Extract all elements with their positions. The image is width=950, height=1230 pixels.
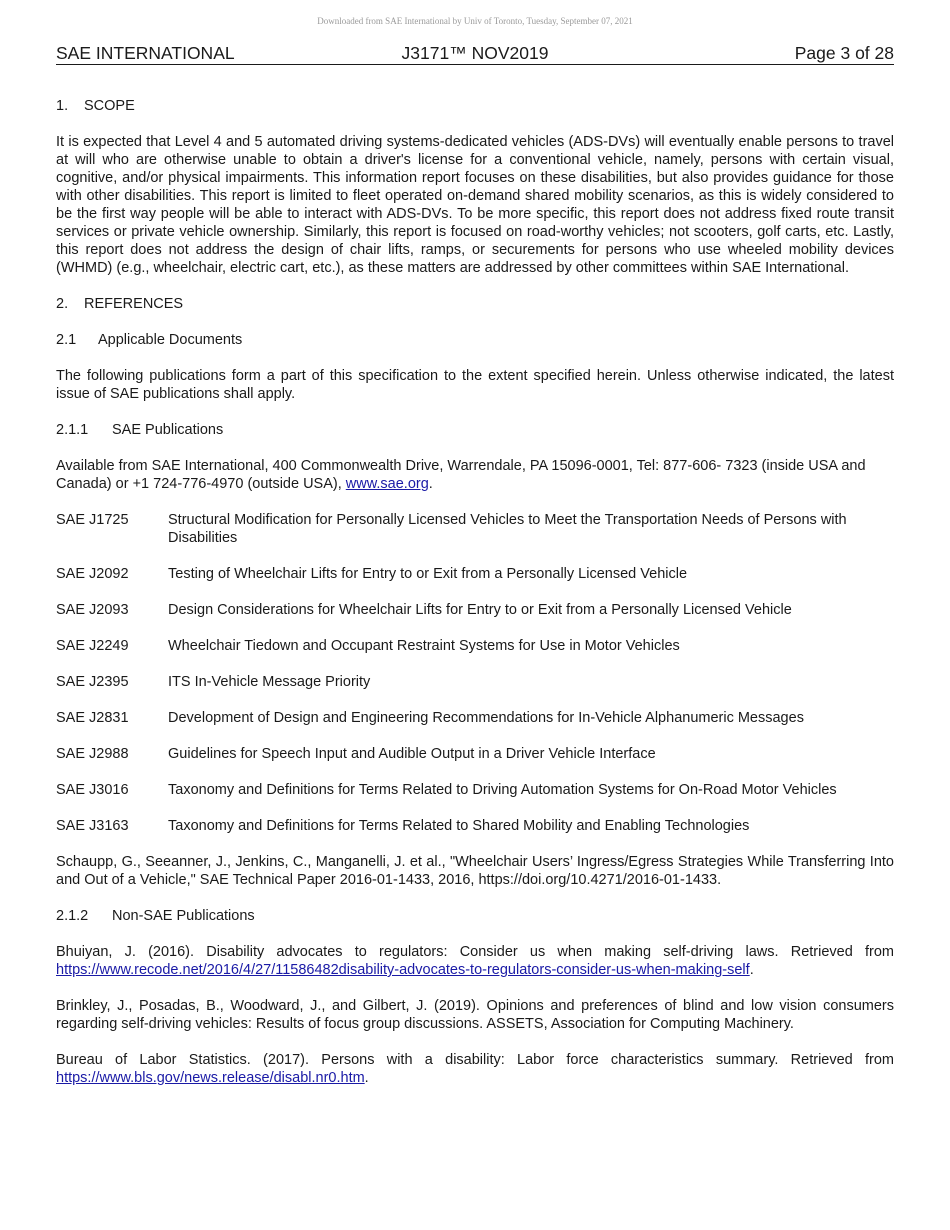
reference-code: SAE J2988 (56, 746, 129, 762)
section-title: SCOPE (84, 98, 135, 114)
publisher-name: SAE INTERNATIONAL (56, 43, 235, 63)
availability-paragraph (56, 457, 894, 493)
reference-item (56, 781, 894, 799)
download-note: Downloaded from SAE International by Univ of Toronto, Tuesday, September 07, 2021 (317, 16, 633, 26)
reference-code: SAE J1725 (56, 512, 129, 528)
reference-item (56, 511, 894, 547)
applicable-documents-paragraph: The following publications form a part of this specification to the extent specified herein. Unless otherwise indicated, the latest issue of SAE publications shall apply. (56, 368, 894, 402)
subsection-title: SAE Publications (112, 422, 224, 438)
section-heading-scope (56, 97, 894, 115)
reference-item (56, 673, 894, 691)
availability-text: Available from SAE International, 400 Commonwealth Drive, Warrendale, PA 15096-0001, Tel: 877-606- 7323 (inside USA and Canada) or +1 724-776-4970 (outside USA), (56, 458, 866, 492)
reference-title: ITS In-Vehicle Message Priority (168, 674, 371, 690)
reference-item (56, 709, 894, 727)
reference-code: SAE J3016 (56, 782, 129, 798)
reference-item (56, 601, 894, 619)
subsection-heading-applicable-documents (56, 331, 894, 349)
bhuiyan-end: . (749, 962, 754, 978)
subsection-title: Non-SAE Publications (112, 908, 255, 924)
reference-code: SAE J2831 (56, 710, 129, 726)
reference-item (56, 637, 894, 655)
reference-item (56, 745, 894, 763)
reference-title: Structural Modification for Personally Licensed Vehicles to Meet the Transportation Needs of Persons with Disabilities (168, 512, 847, 546)
document-id: J3171™ NOV2019 (401, 43, 549, 63)
section-number: 1. (56, 98, 69, 114)
subsection-heading-sae-publications (56, 421, 894, 439)
bls-reference (56, 1051, 894, 1087)
schaupp-reference: Schaupp, G., Seeanner, J., Jenkins, C., Manganelli, J. et al., "Wheelchair Users’ Ingress/Egress Strategies While Transferring Into and Out of a Vehicle," SAE Technical Paper 2016-01-1433, 2016, https://doi.org/10.4271/2016-01-1433. (56, 854, 894, 888)
subsection-number: 2.1.2 (56, 908, 89, 924)
page-header (56, 43, 894, 65)
bls-release-link[interactable]: https://www.bls.gov/news.release/disabl.nr0.htm (56, 1070, 365, 1086)
reference-item (56, 817, 894, 835)
section-number: 2. (56, 296, 69, 312)
section-heading-references (56, 295, 894, 313)
bhuiyan-text: Bhuiyan, J. (2016). Disability advocates to regulators: Consider us when making self-driving laws. Retrieved from (56, 944, 894, 960)
bhuiyan-reference (56, 943, 894, 979)
reference-code: SAE J2249 (56, 638, 129, 654)
subsection-title: Applicable Documents (98, 332, 243, 348)
reference-code: SAE J2395 (56, 674, 129, 690)
reference-title: Taxonomy and Definitions for Terms Related to Shared Mobility and Enabling Technologies (168, 818, 750, 834)
page-number: Page 3 of 28 (794, 43, 894, 63)
subsection-number: 2.1 (56, 332, 77, 348)
sae-website-link[interactable]: www.sae.org (345, 476, 429, 492)
reference-title: Design Considerations for Wheelchair Lifts for Entry to or Exit from a Personally Licensed Vehicle (168, 602, 792, 618)
sae-reference-list (56, 511, 894, 835)
subsection-heading-non-sae-publications (56, 907, 894, 925)
document-body (56, 97, 894, 1087)
reference-title: Testing of Wheelchair Lifts for Entry to or Exit from a Personally Licensed Vehicle (168, 566, 688, 582)
availability-end: . (428, 476, 433, 492)
reference-title: Wheelchair Tiedown and Occupant Restraint Systems for Use in Motor Vehicles (168, 638, 680, 654)
bls-end: . (364, 1070, 369, 1086)
reference-title: Development of Design and Engineering Recommendations for In-Vehicle Alphanumeric Messages (168, 710, 804, 726)
brinkley-reference: Brinkley, J., Posadas, B., Woodward, J., and Gilbert, J. (2019). Opinions and preferences of blind and low vision consumers regarding self-driving vehicles: Results of focus group discussions. ASSETS, Association for Computing Machinery. (56, 998, 894, 1032)
bls-text: Bureau of Labor Statistics. (2017). Persons with a disability: Labor force characteristics summary. Retrieved from (56, 1052, 894, 1068)
reference-code: SAE J2092 (56, 566, 129, 582)
reference-item (56, 565, 894, 583)
scope-paragraph: It is expected that Level 4 and 5 automated driving systems-dedicated vehicles (ADS-DVs) will eventually enable persons to travel at will who are otherwise unable to obtain a driver's license for a conventional vehicle, namely, persons with certain visual, cognitive, and/or physical impairments. This information report focuses on these disabilities, but also provides guidance for those with other disabilities. This report is limited to fleet operated on-demand shared mobility scenarios, as this is widely considered to be the first way people will be able to interact with ADS-DVs. To be more specific, this report does not address fixed route transit services or private vehicle ownership. Similarly, this report is focused on road-worthy vehicles; not scooters, golf carts, etc. Lastly, this report does not address the design of chair lifts, ramps, or securements for persons who use wheeled mobility devices (WHMD) (e.g., wheelchair, electric cart, etc.), as these matters are addressed by other committees within SAE International. (56, 134, 894, 276)
reference-title: Taxonomy and Definitions for Terms Related to Driving Automation Systems for On-Road Motor Vehicles (168, 782, 837, 798)
reference-code: SAE J3163 (56, 818, 129, 834)
subsection-number: 2.1.1 (56, 422, 89, 438)
reference-code: SAE J2093 (56, 602, 129, 618)
recode-article-link[interactable]: https://www.recode.net/2016/4/27/11586482disability-advocates-to-regulators-consider-us-when-making-self (56, 962, 750, 978)
reference-title: Guidelines for Speech Input and Audible Output in a Driver Vehicle Interface (168, 746, 656, 762)
section-title: REFERENCES (84, 296, 184, 312)
